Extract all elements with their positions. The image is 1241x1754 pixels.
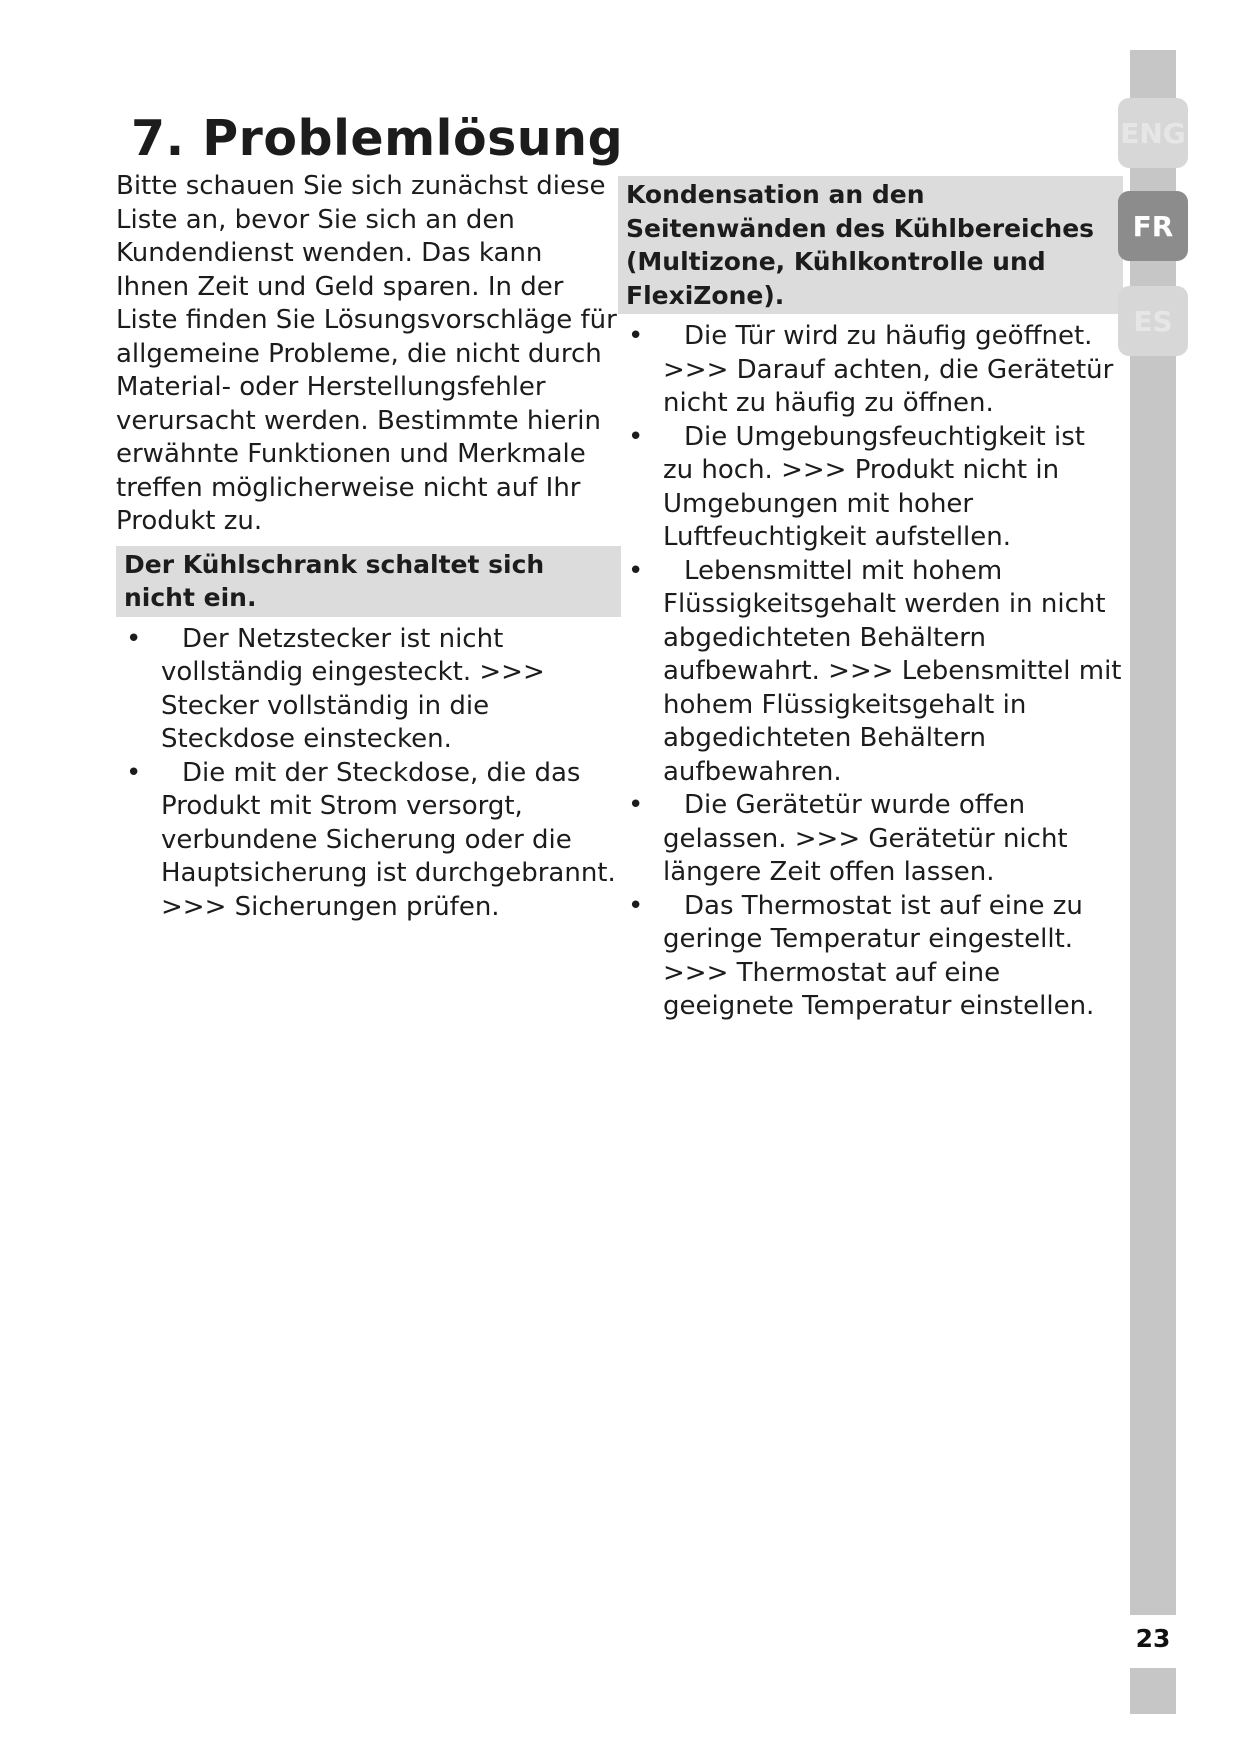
list-item [618, 320, 1123, 421]
side-language-bar [1130, 50, 1176, 1615]
list-item-text: Lebensmittel mit hohem Flüssigkeitsgehalt werden in nicht abgedichteten Behältern aufbewahrt. >>> Lebensmittel mit hohem Flüssigkeitsgehalt in abgedichteten Behältern aufbewahren. [663, 555, 1122, 787]
language-tab-fr[interactable]: FR [1118, 191, 1188, 261]
section-heading-power: Der Kühlschrank schaltet sich nicht ein. [116, 546, 621, 617]
left-column [116, 170, 621, 924]
list-item-text: Der Netzstecker ist nicht vollständig eingesteckt. >>> Stecker vollständig in die Steckdose einstecken. [161, 623, 545, 754]
list-item [618, 890, 1123, 1024]
language-tab-es[interactable]: ES [1118, 286, 1188, 356]
side-bar-footer-block [1130, 1668, 1176, 1714]
bullet-icon: • [126, 757, 142, 788]
bullet-icon: • [628, 555, 644, 586]
list-item-text: Die Umgebungsfeuchtigkeit ist zu hoch. >>> Produkt nicht in Umgebungen mit hoher Luftfeuchtigkeit aufstellen. [663, 421, 1085, 552]
list-item-text: Die Gerätetür wurde offen gelassen. >>> Gerätetür nicht längere Zeit offen lassen. [663, 790, 1068, 887]
section-heading-condensation: Kondensation an den Seitenwänden des Kühlbereiches (Multizone, Kühlkontrolle und FlexiZone). [618, 176, 1123, 314]
power-issues-list [116, 623, 621, 925]
bullet-icon: • [628, 790, 644, 820]
list-item [116, 623, 621, 757]
page-title: 7. Problemlösung [131, 110, 624, 167]
list-item [618, 789, 1123, 890]
intro-paragraph: Bitte schauen Sie sich zunächst diese Liste an, bevor Sie sich an den Kundendienst wenden. Das kann Ihnen Zeit und Geld sparen. In der Liste finden Sie Lösungsvorschläge für allgemeine Probleme, die nicht durch Material- oder Herstellungsfehler verursacht werden. Bestimmte hierin erwähnte Funktionen und Merkmale treffen möglicherweise nicht auf Ihr Produkt zu. [116, 171, 617, 536]
bullet-icon: • [628, 421, 644, 452]
bullet-icon: • [628, 890, 644, 921]
page-number: 23 [1135, 1624, 1171, 1653]
list-item [618, 421, 1123, 555]
bullet-icon: • [126, 623, 142, 654]
right-column [618, 176, 1123, 1024]
list-item-text: Das Thermostat ist auf eine zu geringe Temperatur eingestellt. >>> Thermostat auf eine geeignete Temperatur einstellen. [663, 890, 1095, 1021]
list-item-text: Die mit der Steckdose, die das Produkt mit Strom versorgt, verbundene Sicherung oder die Hauptsicherung ist durchgebrannt. >>> Sicherungen prüfen. [161, 757, 616, 922]
condensation-issues-list [618, 320, 1123, 1024]
list-item [116, 757, 621, 925]
list-item [618, 555, 1123, 790]
language-tab-eng[interactable]: ENG [1118, 98, 1188, 168]
bullet-icon: • [628, 321, 644, 351]
list-item-text: Die Tür wird zu häufig geöffnet. >>> Darauf achten, die Gerätetür nicht zu häufig zu öffnen. [663, 321, 1114, 418]
